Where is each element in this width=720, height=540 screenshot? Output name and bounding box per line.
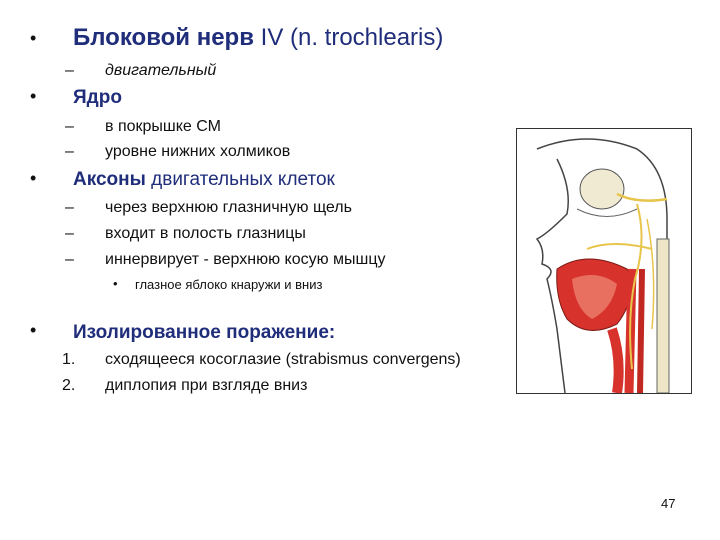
b4-item-2: диплопия при взгляде вниз [105, 377, 308, 394]
dash-marker: – [65, 143, 74, 160]
dash-marker: – [65, 62, 74, 79]
b4-label: Изолированное поражение: [73, 322, 336, 343]
title-bullet: • [30, 28, 37, 48]
subsub-bullet: • [113, 276, 118, 291]
anatomy-drawing [517, 129, 691, 393]
b3-bold: Аксоны [73, 169, 146, 190]
head-sagittal-section-illustration [516, 128, 692, 394]
dash-marker: – [65, 118, 74, 135]
b2-sub-1: в покрышке СМ [105, 118, 221, 135]
slide-title [73, 24, 443, 52]
b4-num-1: 1. [62, 351, 76, 368]
b2-sub-2: уровне нижних холмиков [105, 143, 291, 160]
dash-marker: – [65, 199, 74, 216]
b3-rest: двигательных клеток [145, 169, 335, 190]
b4-bullet: • [30, 320, 37, 340]
title-rest: IV (n. trochlearis) [253, 24, 444, 51]
b3-sub-3: иннервирует - верхнюю косую мышцу [105, 251, 386, 268]
dash-marker: – [65, 225, 74, 242]
b3-heading [73, 169, 335, 191]
b3-sub-1: через верхнюю глазничную щель [105, 199, 352, 216]
b2-label: Ядро [73, 87, 122, 108]
b2-bullet: • [30, 86, 37, 106]
page-number: 47 [661, 496, 676, 511]
b4-num-2: 2. [62, 377, 76, 394]
dash-marker: – [65, 251, 74, 268]
title-bold: Блоковой нерв [73, 24, 254, 51]
b4-item-1: сходящееся косоглазие (strabismus convergens) [105, 351, 461, 368]
b3-sub-2: входит в полость глазницы [105, 225, 306, 242]
b1-sub: двигательный [105, 62, 217, 79]
b3-subsub: глазное яблоко кнаружи и вниз [135, 277, 323, 292]
b3-bullet: • [30, 168, 37, 188]
